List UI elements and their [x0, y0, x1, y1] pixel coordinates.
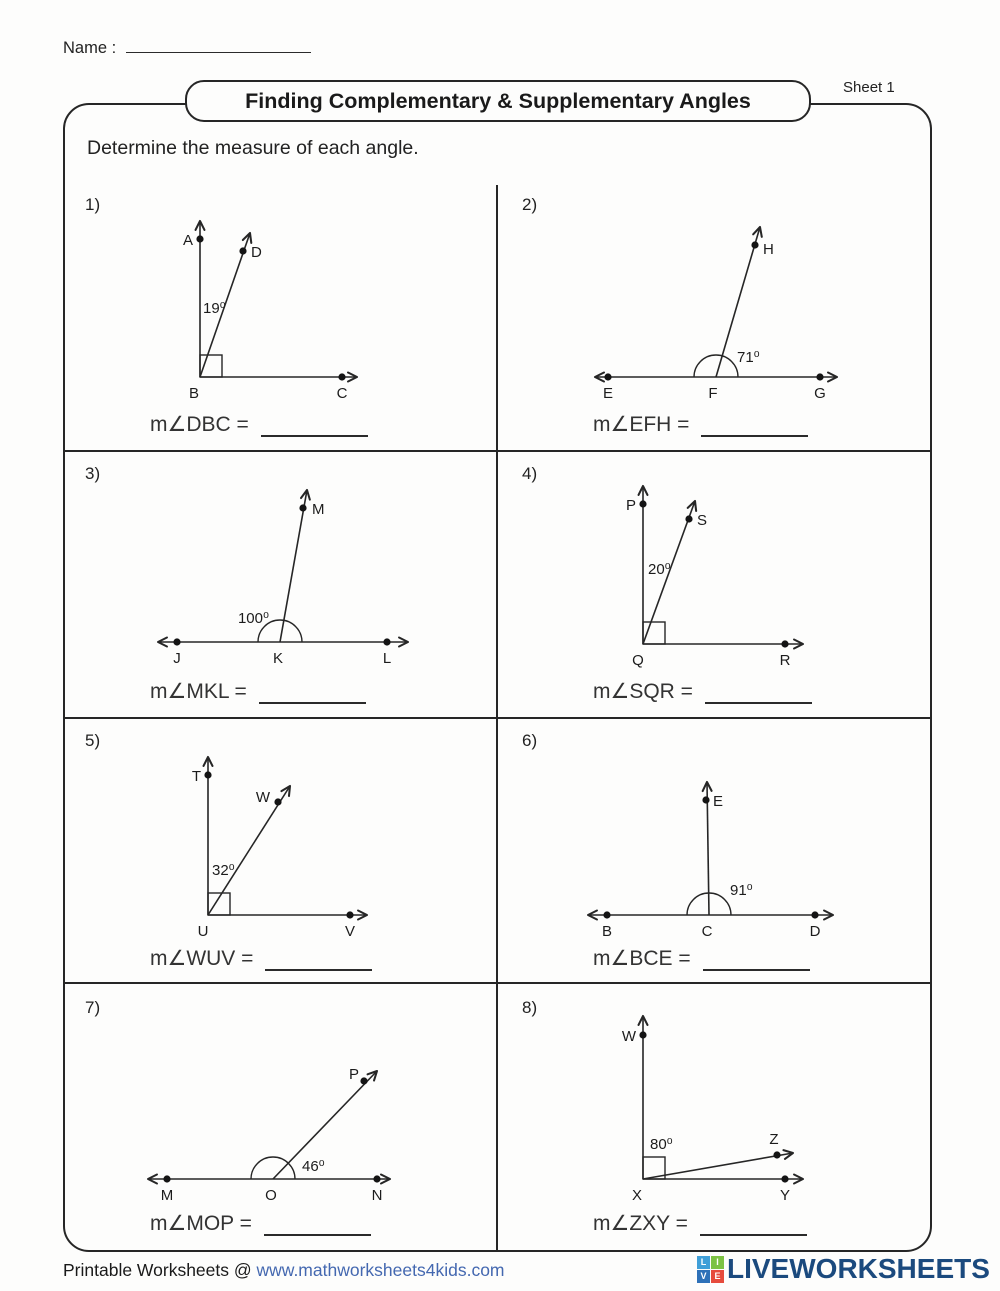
angle-value: 80⁰: [650, 1136, 673, 1153]
angle-value: 71⁰: [737, 349, 760, 366]
point-P-dot: [639, 500, 646, 507]
point-V-dot: [346, 911, 353, 918]
answer-blank[interactable]: [701, 415, 808, 437]
question-text: m∠WUV =: [150, 947, 254, 970]
problem-3-question: [150, 676, 366, 704]
point-S-label: S: [697, 512, 708, 529]
problem-1: [65, 185, 497, 450]
problem-2-number: 2): [522, 195, 538, 214]
problem-5-number: 5): [85, 731, 101, 750]
answer-blank[interactable]: [703, 949, 810, 971]
problem-8-number: 8): [522, 998, 538, 1017]
point-B-dot: [603, 911, 610, 918]
point-B-label: B: [188, 385, 200, 402]
point-W-dot: [274, 798, 281, 805]
name-label: Name :: [63, 39, 117, 57]
point-W-label: W: [621, 1028, 636, 1045]
point-M-label: M: [312, 501, 325, 518]
point-S-dot: [685, 515, 692, 522]
answer-blank[interactable]: [265, 949, 372, 971]
point-W-label: W: [255, 789, 270, 806]
point-J-dot: [173, 638, 180, 645]
point-C-label: C: [336, 385, 348, 402]
problem-6-number: 6): [522, 731, 538, 750]
question-text: m∠MKL =: [150, 680, 247, 703]
problem-5: [65, 719, 497, 982]
problem-3: [65, 452, 497, 717]
question-text: m∠SQR =: [593, 680, 693, 703]
point-T-label: T: [191, 768, 201, 785]
point-F-label: F: [708, 385, 718, 402]
problem-2: [497, 185, 930, 450]
problem-3-number: 3): [85, 464, 101, 483]
point-D-label: D: [809, 923, 821, 940]
point-G-dot: [816, 373, 823, 380]
problem-1-number: 1): [85, 195, 101, 214]
angle-value: 19⁰: [203, 300, 226, 317]
logo-tile-V: V: [697, 1270, 710, 1283]
problem-7-number: 7): [85, 998, 101, 1017]
point-M-label: M: [160, 1187, 174, 1204]
problem-grid: [65, 185, 930, 1250]
point-N-label: N: [371, 1187, 383, 1204]
point-R-dot: [781, 640, 788, 647]
problem-4-number: 4): [522, 464, 538, 483]
question-text: m∠ZXY =: [593, 1212, 688, 1235]
point-M-dot: [163, 1175, 170, 1182]
answer-blank[interactable]: [259, 682, 366, 704]
ray-KM: [280, 490, 307, 642]
point-E-dot: [702, 796, 709, 803]
point-Z-label: Z: [769, 1131, 779, 1148]
point-P-label: P: [625, 497, 636, 514]
problem-8: [497, 984, 930, 1250]
liveworksheets-grid-icon: [697, 1256, 724, 1283]
problem-5-question: [150, 943, 372, 971]
point-D-dot: [239, 247, 246, 254]
angle-value: 46⁰: [302, 1158, 325, 1175]
problem-7-question: [150, 1208, 371, 1236]
point-L-dot: [383, 638, 390, 645]
problem-1-question: [150, 409, 368, 437]
point-E-dot: [604, 373, 611, 380]
answer-blank[interactable]: [705, 682, 812, 704]
point-C-label: C: [701, 923, 713, 940]
point-J-label: J: [173, 650, 181, 667]
point-K-label: K: [272, 650, 284, 667]
point-E-label: E: [713, 793, 724, 810]
problem-6-question: [593, 943, 810, 971]
point-B-label: B: [601, 923, 613, 940]
angle-value: 91⁰: [730, 882, 753, 899]
point-P-label: P: [348, 1066, 359, 1083]
point-D-dot: [811, 911, 818, 918]
problem-2-question: [593, 409, 808, 437]
problem-8-question: [593, 1208, 807, 1236]
point-Q-label: Q: [632, 652, 644, 669]
point-X-label: X: [631, 1187, 643, 1204]
point-O-label: O: [265, 1187, 277, 1204]
problem-4: [497, 452, 930, 717]
point-N-dot: [373, 1175, 380, 1182]
point-G-label: G: [814, 385, 826, 402]
point-L-label: L: [382, 650, 392, 667]
worksheet-title: [185, 80, 811, 122]
problem-7: [65, 984, 497, 1250]
question-text: m∠EFH =: [593, 413, 690, 436]
point-Y-label: Y: [779, 1187, 791, 1204]
question-text: m∠BCE =: [593, 947, 691, 970]
point-Z-dot: [773, 1151, 780, 1158]
point-A-label: A: [182, 232, 193, 249]
logo-tile-L: L: [697, 1256, 710, 1269]
point-V-label: V: [344, 923, 356, 940]
angle-value: 100⁰: [237, 610, 269, 627]
logo-tile-I: I: [711, 1256, 724, 1269]
point-C-dot: [338, 373, 345, 380]
name-row: [63, 38, 311, 58]
point-M-dot: [299, 504, 306, 511]
point-E-label: E: [602, 385, 614, 402]
point-A-dot: [196, 235, 203, 242]
point-Y-dot: [781, 1175, 788, 1182]
answer-blank[interactable]: [261, 415, 368, 437]
footer-prefix: Printable Worksheets @: [63, 1260, 257, 1280]
sheet-number: Sheet 1: [843, 79, 895, 96]
angle-arc: [251, 1157, 295, 1179]
instruction-text: Determine the measure of each angle.: [87, 137, 419, 159]
point-R-label: R: [779, 652, 791, 669]
question-text: m∠DBC =: [150, 413, 249, 436]
problem-4-question: [593, 676, 812, 704]
footer-link[interactable]: www.mathworksheets4kids.com: [256, 1260, 505, 1280]
question-text: m∠MOP =: [150, 1212, 252, 1235]
worksheet-frame: [63, 88, 932, 1252]
point-D-label: D: [251, 244, 262, 261]
point-H-dot: [751, 241, 758, 248]
liveworksheets-logo: [697, 1253, 990, 1285]
point-T-dot: [204, 771, 211, 778]
answer-blank[interactable]: [700, 1214, 807, 1236]
name-blank-line[interactable]: [126, 38, 311, 53]
worksheet-title-text: Finding Complementary & Supplementary Angles: [245, 88, 751, 113]
answer-blank[interactable]: [264, 1214, 371, 1236]
footer-credit: [63, 1260, 505, 1281]
angle-value: 20⁰: [648, 561, 671, 578]
angle-arc: [694, 355, 738, 377]
angle-value: 32⁰: [212, 862, 235, 879]
point-P-dot: [360, 1077, 367, 1084]
liveworksheets-wordmark: LIVEWORKSHEETS: [727, 1253, 990, 1284]
point-H-label: H: [763, 241, 774, 258]
point-W-dot: [639, 1031, 646, 1038]
problem-6: [497, 719, 930, 982]
point-U-label: U: [197, 923, 209, 940]
logo-tile-E: E: [711, 1270, 724, 1283]
